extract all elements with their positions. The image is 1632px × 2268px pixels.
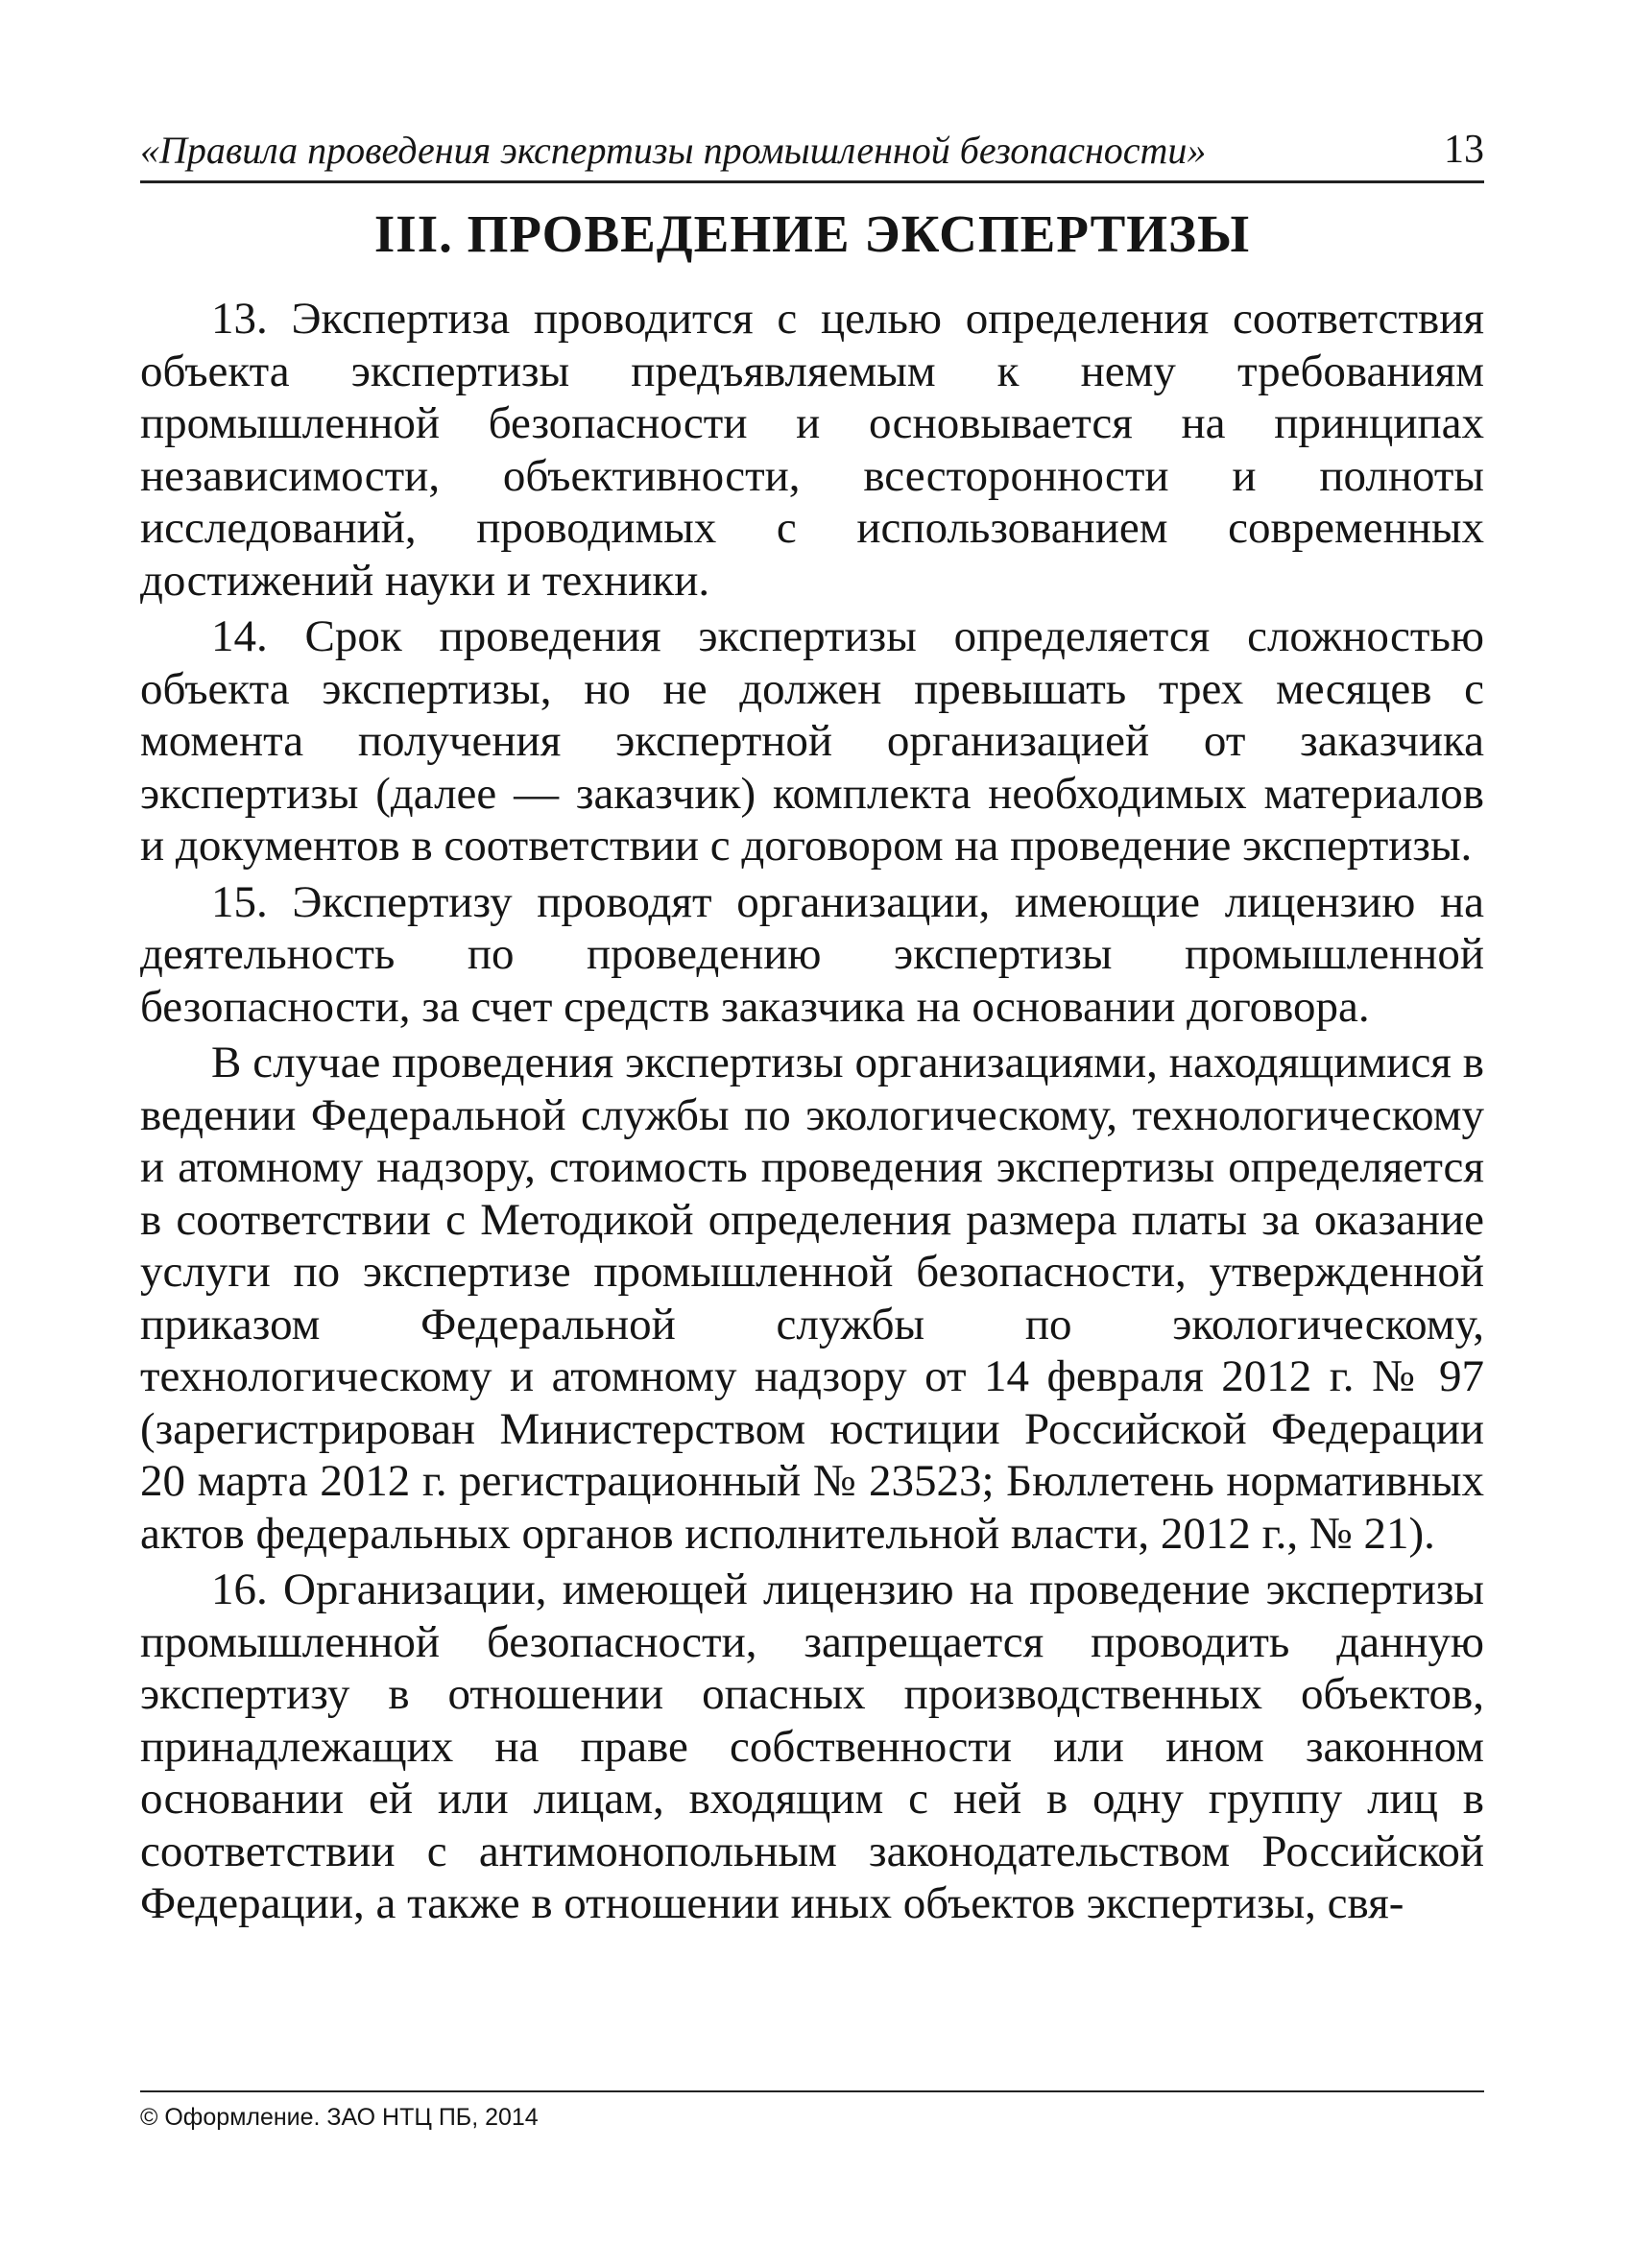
page-footer (140, 2090, 1484, 2132)
paragraph-16: 16. Организации, имеющей лицензию на проведение экспертизы промышленной безопасности, запрещается проводить данную экспертизу в отношении опасных производственных объектов, принадлежащих на праве собственности или ином законном основании ей или лицам, входящим с ней в одну группу лиц в соответствии с антимонопольным законодательством Российской Федерации, а также в отношении иных объектов экспертизы, свя- (140, 1564, 1484, 1929)
paragraph-13: 13. Экспертиза проводится с целью определения соответствия объекта экспертизы предъявляемым к нему требованиям промышленной безопасности и основывается на принципах независимости, объективности, всесторонности и полноты исследований, проводимых с использованием современных достижений науки и техники. (140, 294, 1484, 606)
paragraph-14: 14. Срок проведения экспертизы определяется сложностью объекта экспертизы, но не должен превышать трех месяцев с момента получения экспертной организацией от заказчика экспертизы (далее — заказчик) комплекта необходимых материалов и документов в соответствии с договором на проведение экспертизы. (140, 611, 1484, 871)
paragraph-15-cost: В случае проведения экспертизы организациями, находящимися в ведении Федеральной службы по экологическому, технологическому и атомному надзору, стоимость проведения экспертизы определяется в соответствии с Методикой определения размера платы за оказание услуги по экспертизе промышленной безопасности, утвержденной приказом Федеральной службы по экологическому, технологическому и атомному надзору от 14 февраля 2012 г. № 97 (зарегистрирован Министерством юстиции Российской Федерации 20 марта 2012 г. регистрационный № 23523; Бюллетень нормативных актов федеральных органов исполнительной власти, 2012 г., № 21). (140, 1038, 1484, 1559)
page-header (140, 121, 1484, 183)
running-header-title: «Правила проведения экспертизы промышленной безопасности» (140, 129, 1207, 172)
body-text (140, 293, 1484, 1934)
section-title: III. ПРОВЕДЕНИЕ ЭКСПЕРТИЗЫ (373, 204, 1251, 263)
copyright-notice: © Оформление. ЗАО НТЦ ПБ, 2014 (140, 2104, 539, 2131)
paragraph-15: 15. Экспертизу проводят организации, имеющие лицензию на деятельность по проведению экспертизы промышленной безопасности, за счет средств заказчика на основании договора. (140, 876, 1484, 1032)
page-number: 13 (1444, 128, 1484, 172)
